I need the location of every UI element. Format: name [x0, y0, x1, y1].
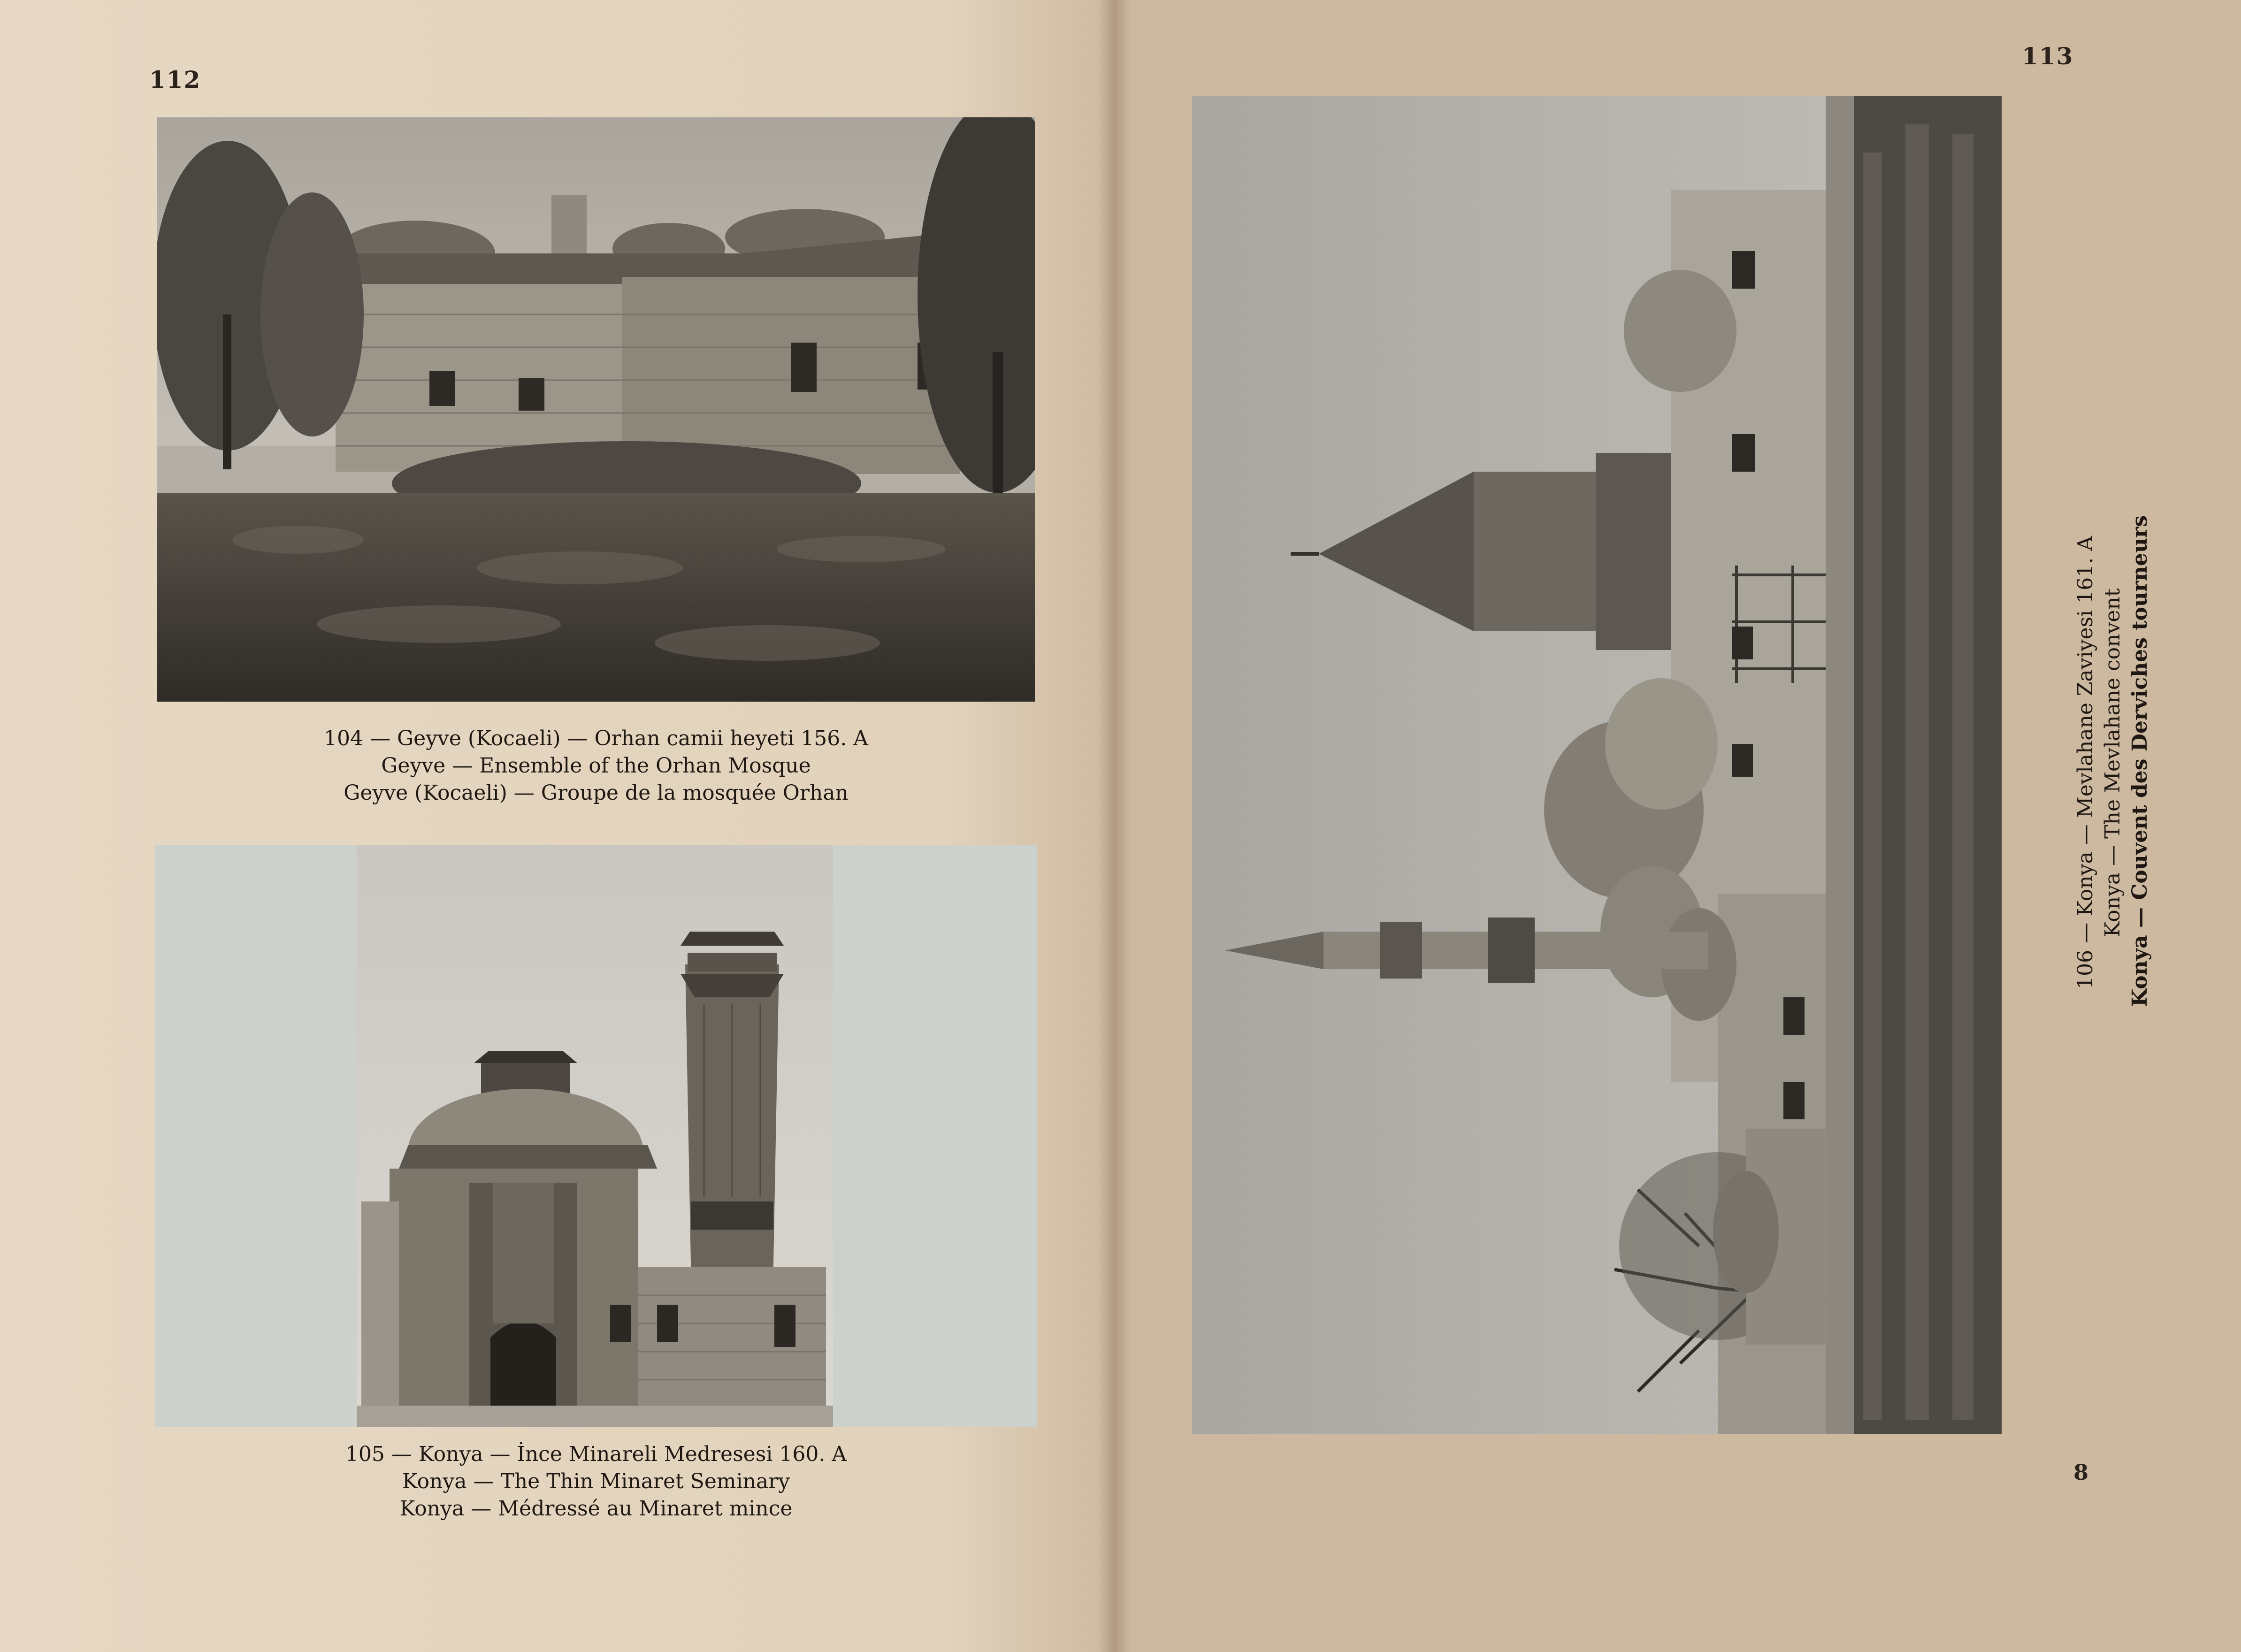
caption-figure-104 — [157, 725, 1035, 807]
caption-106-line1: 106 — Konya — Mevlahane Zaviyesi 161. A — [2073, 536, 2097, 989]
photo-plate-thin-minaret — [155, 845, 1037, 1427]
signature-mark: 8 — [2073, 1460, 2090, 1485]
photo-orhan-mosque — [157, 117, 1035, 702]
caption-106-line2: Konya — The Mevlahane convent — [2101, 588, 2125, 937]
caption-106-line3: Konya — Couvent des Derviches tourneurs — [2128, 515, 2152, 1007]
caption-105-line2: Konya — The Thin Minaret Seminary — [402, 1469, 790, 1493]
caption-104-line1: 104 — Geyve (Kocaeli) — Orhan camii heyeti 156. A — [324, 727, 868, 750]
photo-mevlahane-convent — [1192, 96, 2002, 1434]
page-number-right: 113 — [2022, 42, 2074, 70]
caption-105-line3: Konya — Médressé au Minaret mince — [399, 1497, 793, 1521]
orhan-mosque-image — [157, 117, 1035, 702]
mevlahane-convent-image — [1192, 96, 2002, 1434]
caption-figure-105 — [155, 1441, 1037, 1522]
thin-minaret-image — [357, 845, 833, 1427]
caption-104-line3: Geyve (Kocaeli) — Groupe de la mosquée Orhan — [344, 781, 849, 805]
photo-thin-minaret-seminary — [357, 845, 833, 1427]
caption-105-line1: 105 — Konya — İnce Minareli Medresesi 160. A — [345, 1442, 847, 1466]
caption-figure-106 — [2072, 515, 2171, 1007]
caption-104-line2: Geyve — Ensemble of the Orhan Mosque — [381, 754, 811, 778]
left-page — [0, 0, 1115, 1652]
page-number-left: 112 — [149, 66, 201, 93]
